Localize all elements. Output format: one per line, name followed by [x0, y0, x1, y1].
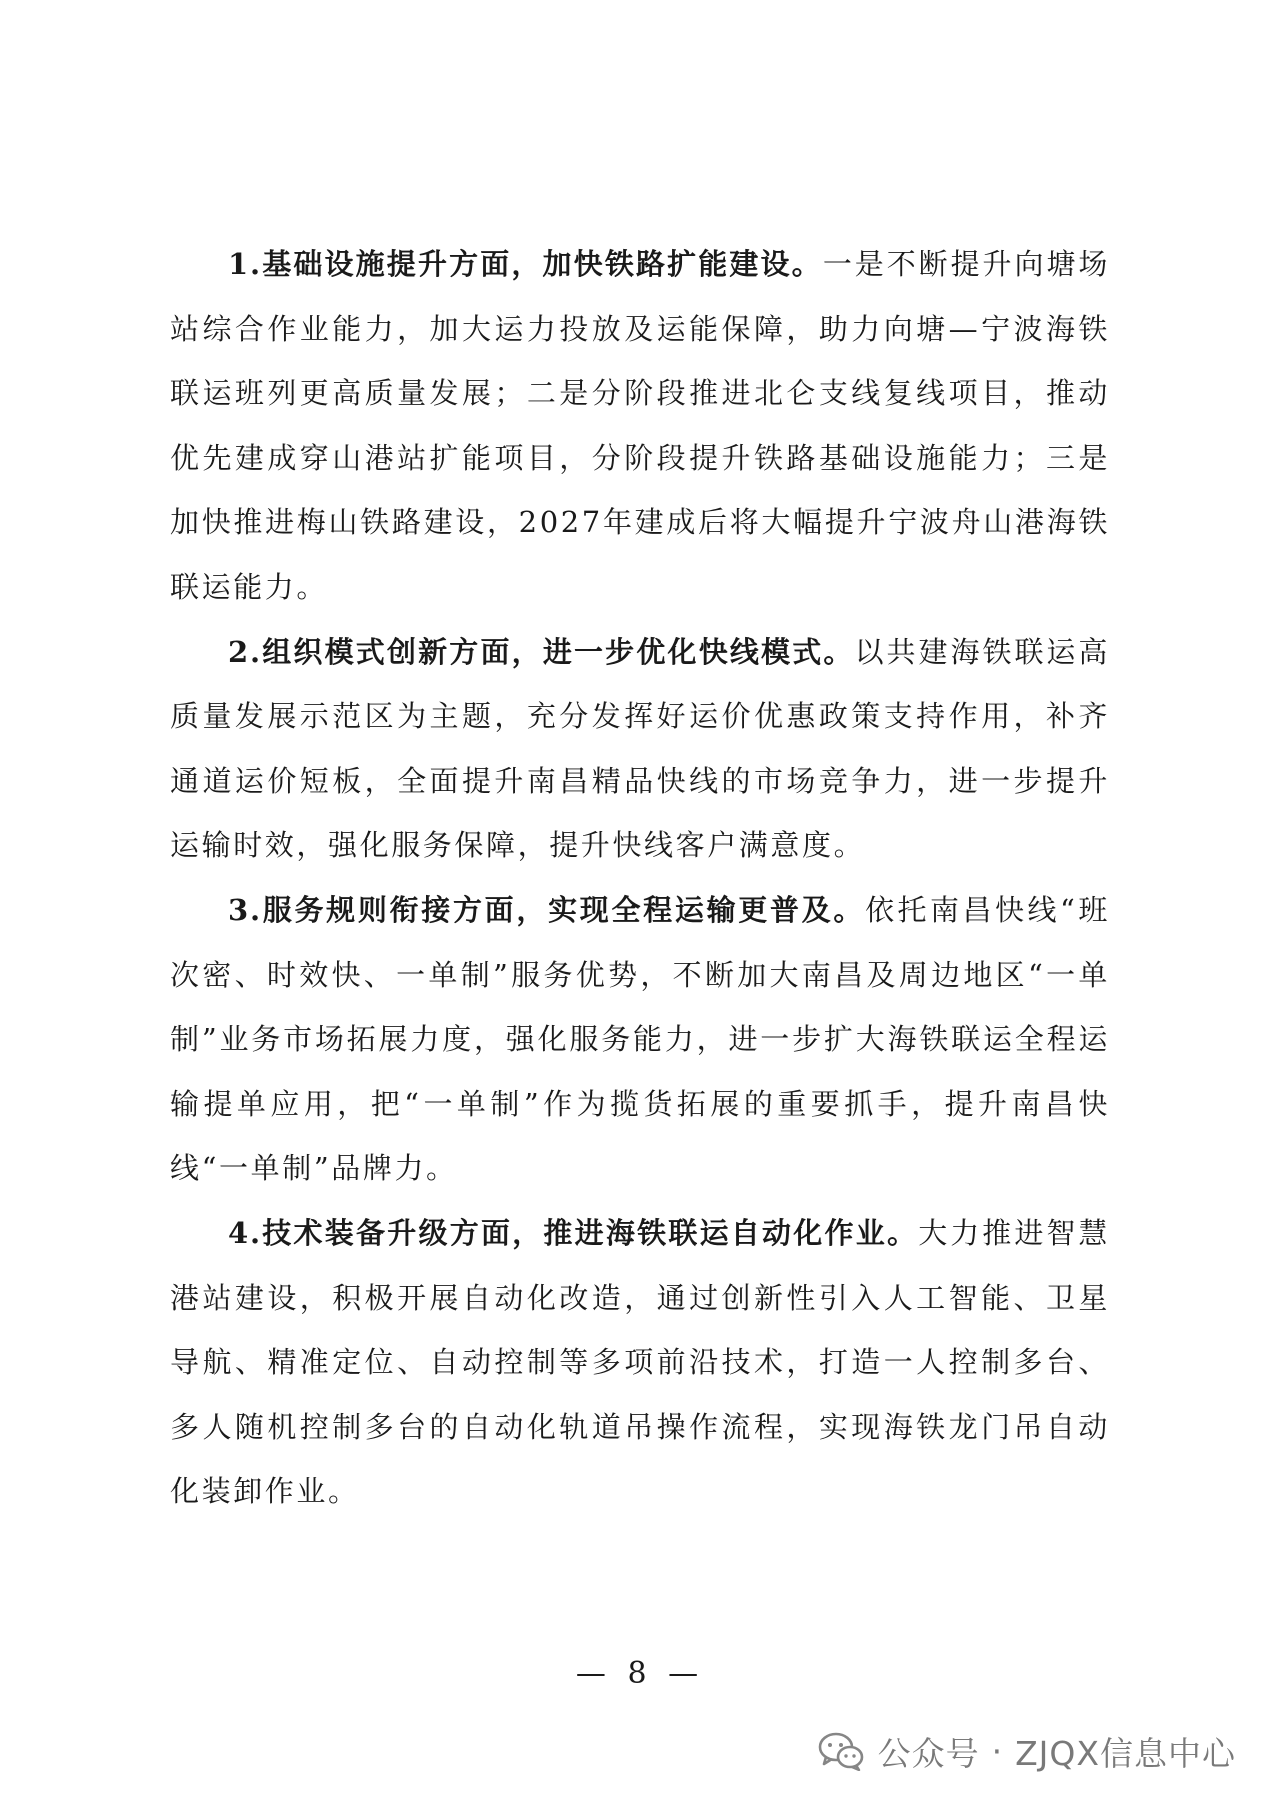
watermark-account: ZJQX信息中心 [1015, 1733, 1236, 1773]
paragraph-heading: 3.服务规则衔接方面，实现全程运输更普及。 [228, 892, 866, 927]
wechat-icon [818, 1731, 864, 1771]
watermark-prefix: 公众号 [877, 1733, 980, 1773]
paragraph-text: 依托南昌快线“班次密、时效快、一单制”服务优势，不断加大南昌及周边地区“一单制”业务市场拓展力度，强化服务能力，进一步扩大海铁联运全程运输提单应用，把“一单制”作为揽货拓展的重要抓手，提升南昌快线“一单制”品牌力。 [170, 892, 1110, 1186]
wechat-watermark [818, 1728, 1236, 1774]
paragraph-organization [170, 620, 1110, 878]
paragraph-heading: 4.技术装备升级方面，推进海铁联运自动化作业。 [228, 1215, 919, 1250]
paragraph-heading: 2.组织模式创新方面，进一步优化快线模式。 [228, 634, 855, 669]
paragraph-heading: 1.基础设施提升方面，加快铁路扩能建设。 [228, 247, 823, 281]
paragraph-text: 大力推进智慧港站建设，积极开展自动化改造，通过创新性引入人工智能、卫星导航、精准定位、自动控制等多项前沿技术，打造一人控制多台、多人随机控制多台的自动化轨道吊操作流程，实现海铁龙门吊自动化装卸作业。 [170, 1215, 1110, 1509]
paragraph-text: 一是不断提升向塘场站综合作业能力，加大运力投放及运能保障，助力向塘—宁波海铁联运班列更高质量发展；二是分阶段推进北仑支线复线项目，推动优先建成穿山港站扩能项目，分阶段提升铁路基础设施能力；三是加快推进梅山铁路建设，2027年建成后将大幅提升宁波舟山港海铁联运能力。 [170, 247, 1110, 604]
page-number: — 8 — [575, 1656, 705, 1691]
document-body [170, 232, 1110, 1524]
paragraph-infrastructure [170, 232, 1110, 620]
watermark-separator: · [991, 1731, 1004, 1771]
paragraph-service-rules [170, 878, 1110, 1201]
paragraph-technology [170, 1201, 1110, 1524]
paragraph-text: 以共建海铁联运高质量发展示范区为主题，充分发挥好运价优惠政策支持作用，补齐通道运价短板，全面提升南昌精品快线的市场竞争力，进一步提升运输时效，强化服务保障，提升快线客户满意度。 [170, 634, 1110, 863]
